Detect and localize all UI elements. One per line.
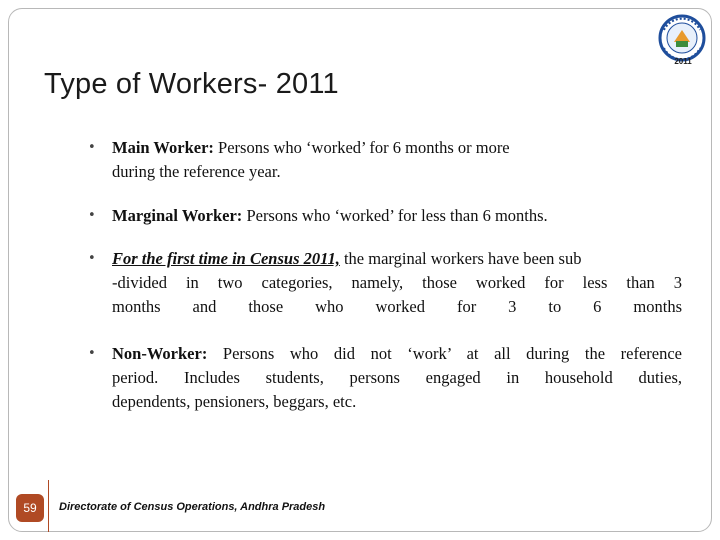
bullet-line xyxy=(112,136,682,160)
bullet-dot-icon: • xyxy=(88,346,96,361)
bullet-line: months and those who worked for 3 to 6 months xyxy=(112,297,682,316)
bullet-line: period. Includes students, persons engaged in household duties, xyxy=(112,368,682,387)
bullet-line: during the reference year. xyxy=(112,162,281,181)
bullet-line xyxy=(112,204,682,228)
bullet-text: Persons who ‘worked’ for less than 6 months. xyxy=(242,206,548,225)
bullet-line: dependents, pensioners, beggars, etc. xyxy=(112,392,357,411)
bullet-line xyxy=(112,247,682,271)
bullet-dot-icon: • xyxy=(88,140,96,155)
bullet-marginal-worker xyxy=(88,204,682,228)
bullet-heading: For the first time in Census 2011, xyxy=(112,249,340,268)
bullet-text: Persons who did not ‘work’ at all during the reference xyxy=(207,344,682,363)
bullet-text: the marginal workers have been sub xyxy=(339,249,582,268)
bullet-main-worker xyxy=(88,136,682,184)
page-number-badge: 59 xyxy=(16,494,44,522)
bullet-line: -divided in two categories, namely, those worked for less than 3 xyxy=(112,273,682,292)
bullet-non-worker xyxy=(88,342,682,414)
bullet-dot-icon: • xyxy=(88,251,96,266)
bullet-dot-icon: • xyxy=(88,208,96,223)
bullet-heading: Marginal Worker: xyxy=(112,206,243,225)
slide-title: Type of Workers- 2011 xyxy=(44,68,339,100)
bullet-heading: Non-Worker: xyxy=(112,344,208,363)
bullet-heading: Main Worker: xyxy=(112,138,214,157)
footer-divider xyxy=(48,480,49,532)
logo-year: 2011 xyxy=(674,57,692,66)
bullet-census-2011 xyxy=(88,247,682,319)
bullet-line xyxy=(112,342,682,366)
footer-text: Directorate of Census Operations, Andhra Pradesh xyxy=(59,501,326,513)
bullet-list xyxy=(88,136,682,414)
bullet-text: Persons who ‘worked’ for 6 months or more xyxy=(213,138,510,157)
